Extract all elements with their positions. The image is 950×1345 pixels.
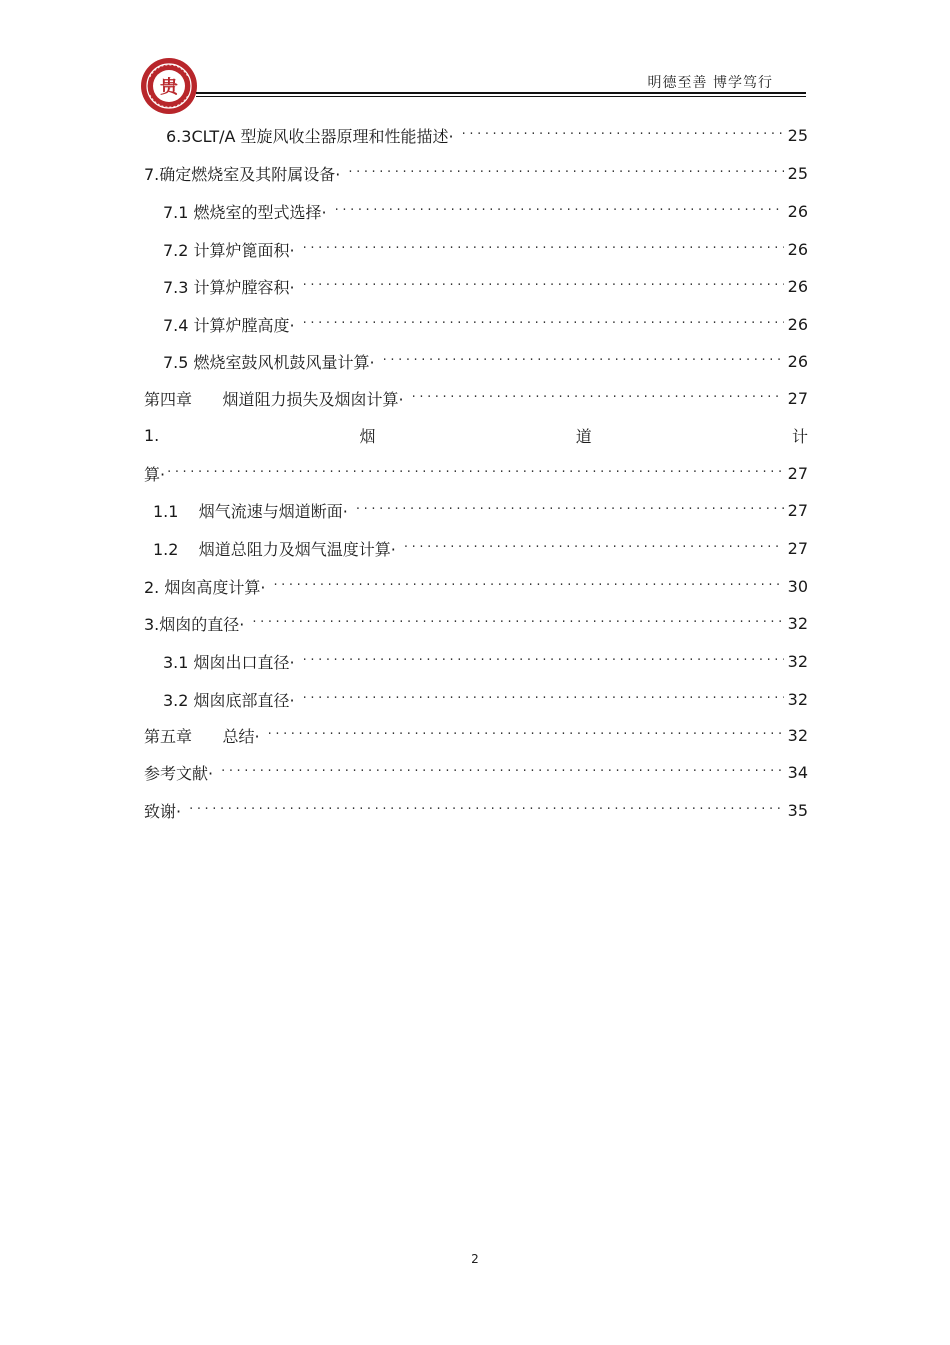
toc-entry-wrapped-line2[interactable] [144, 458, 808, 488]
toc-entry[interactable] [144, 271, 808, 301]
toc-leader [303, 271, 784, 301]
toc-entry[interactable] [144, 684, 808, 714]
toc-entry-page: 34 [787, 762, 808, 782]
toc-entry-title: 第四章 烟道阻力损失及烟囱计算· [144, 389, 404, 409]
toc-entry-title: 3.1 烟囱出口直径· [163, 652, 295, 672]
toc-leader [412, 383, 784, 413]
toc-leader [273, 571, 783, 601]
toc-entry-page: 26 [787, 314, 808, 334]
toc-entry-chapter[interactable] [144, 720, 808, 750]
toc-entry-wrapped-line1[interactable] [144, 420, 808, 450]
toc-entry[interactable] [144, 346, 808, 376]
toc-entry-page: 27 [787, 500, 808, 520]
toc-entry-title: 参考文献· [144, 763, 214, 783]
toc-leader [383, 346, 784, 376]
header-rule-thin [196, 96, 806, 97]
toc-entry[interactable] [144, 495, 808, 525]
toc-entry-page: 26 [787, 201, 808, 221]
toc-entry[interactable] [144, 196, 808, 226]
toc-entry-chapter[interactable] [144, 383, 808, 413]
toc-word: 计 [791, 426, 808, 446]
toc-entry-title: 7.3 计算炉膛容积· [163, 277, 295, 297]
page-header [0, 0, 950, 120]
toc-entry[interactable] [144, 795, 808, 825]
toc-leader [356, 495, 784, 525]
toc-word: 烟 [359, 426, 376, 446]
toc-leader [189, 795, 784, 825]
toc-entry-title: 第五章 总结· [144, 726, 260, 746]
toc-entry[interactable] [144, 309, 808, 339]
toc-entry-page: 27 [787, 538, 808, 558]
toc-leader [462, 120, 784, 150]
toc-entry-title: 2. 烟囱高度计算· [144, 577, 266, 597]
toc-word: 1. [144, 425, 160, 445]
toc-entry-page: 26 [787, 239, 808, 259]
toc-entry[interactable] [144, 608, 808, 638]
toc-word: 道 [575, 426, 592, 446]
toc-entry-title: 1.2 烟道总阻力及烟气温度计算· [153, 539, 396, 559]
toc-entry[interactable] [144, 571, 808, 601]
toc-entry[interactable] [144, 158, 808, 188]
toc-entry-page: 26 [787, 276, 808, 296]
toc-entry-page: 30 [787, 576, 808, 596]
toc-leader [167, 458, 784, 488]
toc-leader [303, 646, 784, 676]
toc-entry-title: 致谢· [144, 801, 182, 821]
toc-entry-title: 3.2 烟囱底部直径· [163, 690, 295, 710]
toc-entry-title: 7.5 燃烧室鼓风机鼓风量计算· [163, 352, 375, 372]
toc-entry-page: 32 [787, 725, 808, 745]
toc-entry-page: 35 [787, 800, 808, 820]
toc-entry-title: 7.确定燃烧室及其附属设备· [144, 164, 341, 184]
svg-text:贵: 贵 [160, 77, 178, 98]
toc-entry[interactable] [144, 120, 808, 150]
toc-leader [252, 608, 783, 638]
toc-entry-title: 3.烟囱的直径· [144, 614, 245, 634]
toc-entry[interactable] [144, 757, 808, 787]
university-logo-icon [140, 57, 198, 115]
toc-entry-title: 算· [144, 464, 166, 484]
toc-entry-page: 32 [787, 613, 808, 633]
header-rule-thick [196, 92, 806, 94]
toc-leader [303, 684, 784, 714]
toc-entry-title: 7.1 燃烧室的型式选择· [163, 202, 327, 222]
toc-entry-page: 25 [787, 163, 808, 183]
toc-entry-page: 26 [787, 351, 808, 371]
toc-leader [348, 158, 783, 188]
toc-entry-page: 32 [787, 689, 808, 709]
toc-entry[interactable] [144, 234, 808, 264]
toc-entry-page: 27 [787, 463, 808, 483]
toc-leader [335, 196, 784, 226]
toc-leader [404, 533, 784, 563]
toc-entry-title: 6.3CLT/A 型旋风收尘器原理和性能描述· [166, 126, 454, 146]
toc-entry[interactable] [144, 533, 808, 563]
toc-entry-title: 7.2 计算炉篦面积· [163, 240, 295, 260]
toc-leader [303, 234, 784, 264]
toc-entry-title: 7.4 计算炉膛高度· [163, 315, 295, 335]
toc-leader [303, 309, 784, 339]
toc-entry-page: 25 [787, 125, 808, 145]
toc-entry-title: 1.1 烟气流速与烟道断面· [153, 501, 348, 521]
toc-leader [221, 757, 784, 787]
toc-entry-page: 27 [787, 388, 808, 408]
header-motto: 明德至善 博学笃行 [647, 75, 773, 91]
toc-leader [268, 720, 784, 750]
page-number: 2 [471, 1252, 479, 1266]
toc-entry[interactable] [144, 646, 808, 676]
toc-entry-page: 32 [787, 651, 808, 671]
